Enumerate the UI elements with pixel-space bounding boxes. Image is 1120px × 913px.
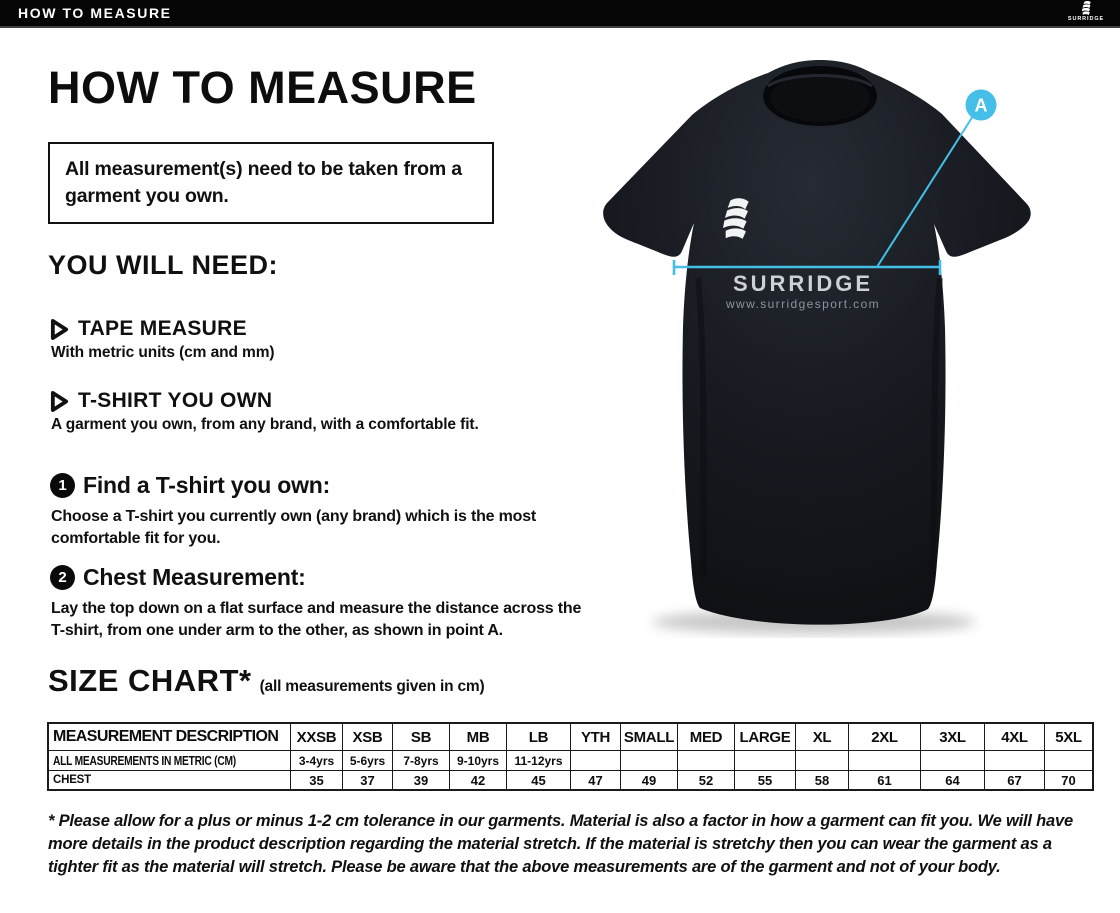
col-header-size: SMALL — [621, 723, 678, 751]
surridge-logo-text: SURRIDGE — [1067, 16, 1105, 22]
table-cell: 37 — [343, 771, 393, 791]
notice-box: All measurement(s) need to be taken from a garment you own. — [48, 142, 494, 224]
table-row — [48, 751, 1093, 771]
table-cell: 49 — [621, 771, 678, 791]
col-header-size: MB — [450, 723, 507, 751]
step-title: Chest Measurement: — [83, 564, 306, 590]
triangle-bullet-icon — [50, 390, 69, 413]
table-cell: 11-12yrs — [507, 751, 571, 771]
table-cell — [849, 751, 921, 771]
tshirt-illustration — [596, 58, 1066, 638]
col-header-measurement-description: MEASUREMENT DESCRIPTION — [48, 723, 291, 751]
table-cell: 52 — [678, 771, 735, 791]
step-description: Choose a T-shirt you currently own (any brand) which is the most comfortable fit for you. — [51, 508, 537, 547]
step-number-badge: 2 — [50, 565, 75, 590]
table-cell: 55 — [735, 771, 796, 791]
table-cell: 35 — [291, 771, 343, 791]
table-cell: 3-4yrs — [291, 751, 343, 771]
col-header-size: XSB — [343, 723, 393, 751]
top-bar-title: HOW TO MEASURE — [18, 5, 172, 21]
need-item-description: With metric units (cm and mm) — [51, 344, 275, 361]
table-cell: 70 — [1045, 771, 1094, 791]
col-header-size: 4XL — [985, 723, 1045, 751]
tshirt-website-text: www.surridgesport.com — [725, 297, 881, 311]
need-item-title: TAPE MEASURE — [78, 317, 247, 340]
table-row — [48, 771, 1093, 791]
col-header-size: XXSB — [291, 723, 343, 751]
table-cell: 9-10yrs — [450, 751, 507, 771]
table-cell — [621, 751, 678, 771]
step-number-badge: 1 — [50, 473, 75, 498]
point-a-marker — [966, 90, 997, 121]
disclaimer-text: * Please allow for a plus or minus 1-2 cm tolerance in our garments. Material is also a factor in how a garment can fit you. We will have more details in the product description regarding the material stretch. If the material is stretchy then you can wear the garment as a tighter fit as the material will stretch. Please be aware that the above measurements are of the garment and not of your body. — [48, 812, 1073, 876]
tshirt-body — [603, 60, 1031, 625]
table-cell: 67 — [985, 771, 1045, 791]
table-cell — [571, 751, 621, 771]
table-cell — [1045, 751, 1094, 771]
table-cell: 7-8yrs — [393, 751, 450, 771]
col-header-size: XL — [796, 723, 849, 751]
need-item-tape-measure — [50, 317, 274, 362]
size-chart-note: (all measurements given in cm) — [259, 678, 485, 695]
table-cell — [985, 751, 1045, 771]
table-cell: 45 — [507, 771, 571, 791]
size-table-head-row — [48, 723, 1093, 751]
table-cell: 5-6yrs — [343, 751, 393, 771]
size-chart-title: SIZE CHART* — [48, 663, 252, 698]
need-item-tshirt — [50, 389, 479, 434]
table-cell: 61 — [849, 771, 921, 791]
table-cell — [678, 751, 735, 771]
need-item-title: T-SHIRT YOU OWN — [78, 389, 273, 412]
col-header-size: 5XL — [1045, 723, 1094, 751]
size-table-body — [48, 751, 1093, 791]
table-cell: 58 — [796, 771, 849, 791]
collar — [763, 66, 877, 126]
col-header-size: YTH — [571, 723, 621, 751]
triangle-bullet-icon — [50, 318, 69, 341]
table-cell: 42 — [450, 771, 507, 791]
col-header-size: LARGE — [735, 723, 796, 751]
row-label: CHEST — [48, 771, 291, 791]
point-a-label: A — [974, 95, 988, 116]
you-will-need-heading: YOU WILL NEED: — [48, 250, 279, 280]
table-cell — [796, 751, 849, 771]
step-1 — [50, 472, 598, 549]
table-cell: 64 — [921, 771, 985, 791]
surridge-logo — [1064, 1, 1108, 22]
need-item-description: A garment you own, from any brand, with a comfortable fit. — [51, 416, 479, 433]
table-cell: 47 — [571, 771, 621, 791]
col-header-size: 3XL — [921, 723, 985, 751]
step-2 — [50, 564, 598, 641]
col-header-size: MED — [678, 723, 735, 751]
row-label: ALL MEASUREMENTS IN METRIC (CM) — [48, 751, 291, 771]
step-title: Find a T-shirt you own: — [83, 472, 331, 498]
table-cell — [735, 751, 796, 771]
tshirt-brand-text: SURRIDGE — [732, 271, 874, 296]
page-title: HOW TO MEASURE — [48, 62, 477, 113]
step-description: Lay the top down on a flat surface and measure the distance across the T-shirt, from one under arm to the other, as shown in point A. — [51, 600, 582, 639]
size-chart-table — [47, 722, 1094, 791]
table-cell — [921, 751, 985, 771]
col-header-size: 2XL — [849, 723, 921, 751]
col-header-size: LB — [507, 723, 571, 751]
surridge-s-icon — [1080, 1, 1093, 16]
col-header-size: SB — [393, 723, 450, 751]
top-bar — [0, 0, 1120, 28]
size-chart-heading — [48, 663, 484, 699]
table-cell: 39 — [393, 771, 450, 791]
